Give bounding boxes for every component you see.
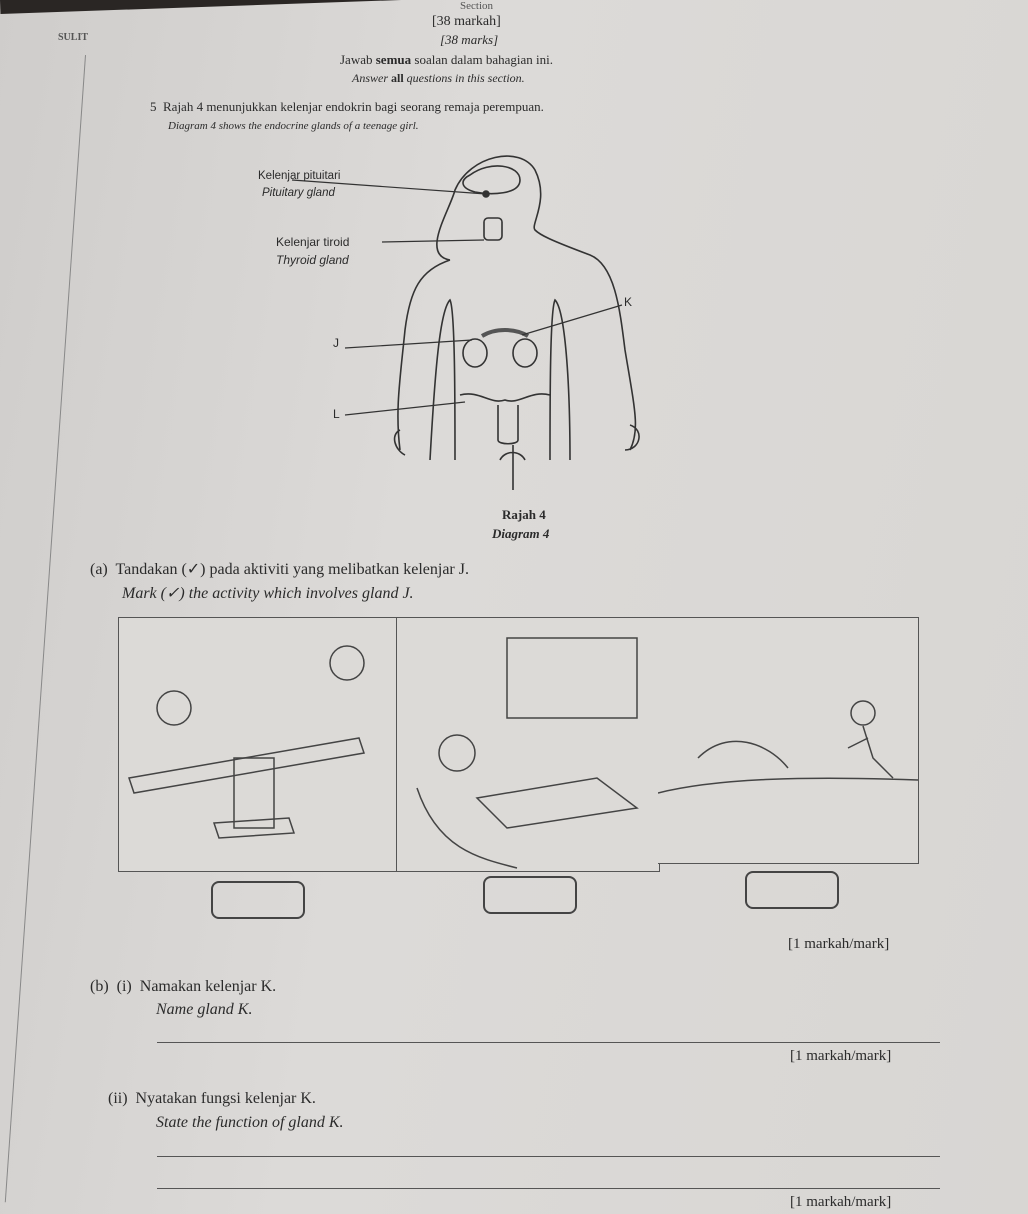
answer-line-b-i[interactable]: [157, 1042, 940, 1043]
label-k: K: [624, 295, 633, 309]
part-a-marks: [1 markah/mark]: [788, 936, 890, 952]
part-b-ii-en: State the function of gland K.: [156, 1114, 344, 1131]
checkbox-chased-by-dog[interactable]: [745, 871, 839, 909]
label-thyroid-ms: Kelenjar tiroid: [276, 235, 350, 249]
part-a-en: Mark (✓) the activity which involves gland J.: [122, 585, 414, 602]
part-b-ii-marks: [1 markah/mark]: [790, 1194, 892, 1210]
page-edge-shadow: [0, 0, 420, 14]
label-j: J: [333, 336, 339, 350]
section-label: Section: [460, 0, 493, 12]
part-a-ms: (a) Tandakan (✓) pada aktiviti yang melibatkan kelenjar J.: [90, 561, 469, 578]
activity-picture-chased-by-dog: [658, 617, 919, 864]
part-b-i-ms: (b) (i) Namakan kelenjar K.: [90, 978, 277, 995]
part-b-i-marks: [1 markah/mark]: [790, 1048, 892, 1064]
label-l: L: [333, 407, 340, 421]
part-b-i-en: Name gland K.: [156, 1001, 253, 1018]
instruction-en: Answer all questions in this section.: [352, 71, 525, 85]
label-pituitary-en: Pituitary gland: [262, 187, 335, 199]
marks-en: [38 marks]: [440, 32, 499, 47]
marks-ms: [38 markah]: [432, 14, 501, 29]
subject-label: SULIT: [58, 32, 89, 43]
label-thyroid-en: Thyroid gland: [276, 253, 349, 267]
part-b-ii-ms: (ii) Nyatakan fungsi kelenjar K.: [108, 1090, 316, 1107]
activity-picture-seesaw: [118, 617, 398, 872]
diagram-caption-en: Diagram 4: [492, 526, 550, 541]
answer-line-b-ii-1[interactable]: [157, 1156, 940, 1157]
diagram-caption-ms: Rajah 4: [502, 507, 546, 522]
label-pituitary-ms: Kelenjar pituitari: [258, 170, 341, 182]
instruction-ms: Jawab semua soalan dalam bahagian ini.: [340, 52, 554, 67]
answer-line-b-ii-2[interactable]: [157, 1188, 940, 1189]
activity-picture-watching-tv: [396, 617, 660, 872]
endocrine-diagram: [250, 150, 650, 500]
question-stem-ms: 5 Rajah 4 menunjukkan kelenjar endokrin bagi seorang remaja perempuan.: [150, 99, 544, 114]
checkbox-seesaw[interactable]: [211, 881, 305, 919]
question-stem-en: Diagram 4 shows the endocrine glands of a teenage girl.: [168, 120, 419, 132]
margin-line: [5, 55, 86, 1202]
checkbox-watching-tv[interactable]: [483, 876, 577, 914]
